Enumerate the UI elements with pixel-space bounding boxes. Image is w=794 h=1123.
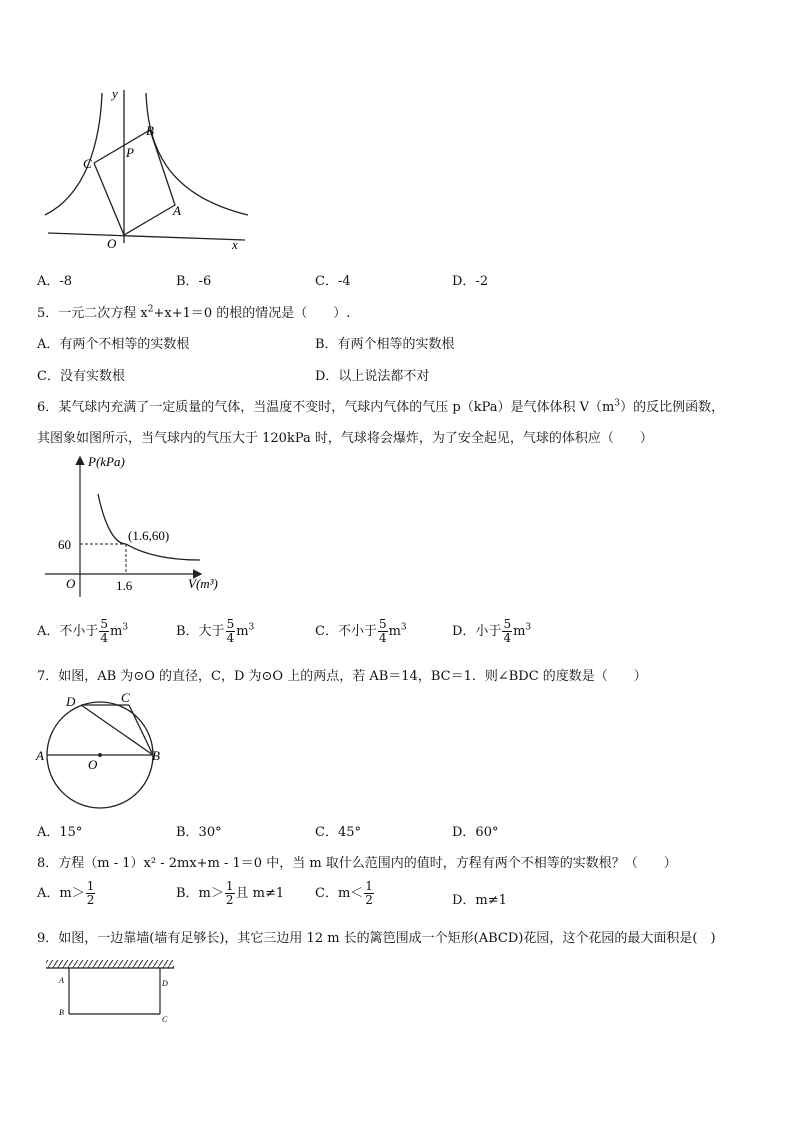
- q4-label-x: x: [232, 237, 238, 252]
- q7-center-dot: [98, 753, 102, 757]
- q9-stem: 9．如图，一边靠墙(墙有足够长)，其它三边用 12 m 长的篱笆围成一个矩形(ABCD)花园，这个花园的最大面积是( ): [37, 931, 716, 946]
- q6-line1-post: ）的反比例函数，: [620, 400, 725, 415]
- q8-option-c-frac: [364, 880, 374, 907]
- q4-option-d: D．-2: [452, 274, 489, 289]
- q5-stem-pre: 5．一元二次方程 x: [37, 306, 148, 321]
- q9-label-C: C: [162, 1015, 168, 1024]
- q6-stem-line2: 其图象如图所示，当气球内的气压大于 120kPa 时，气球将会爆炸，为了安全起见，气球的体积应（ ）: [37, 431, 653, 446]
- q8-option-a-num: 1: [86, 879, 95, 893]
- q7-chord-db: [81, 705, 153, 755]
- q6-option-a-unit: m: [110, 624, 123, 639]
- q7-option-a: A．15°: [37, 825, 83, 840]
- q4-x-axis: [48, 233, 245, 240]
- q8-option-c-den: 2: [365, 893, 373, 907]
- q6-figure: [40, 452, 240, 602]
- q8-option-b-num: 1: [225, 879, 234, 893]
- q9-label-B: B: [59, 1008, 64, 1017]
- q6-ylabel: P(kPa): [88, 454, 125, 469]
- q4-quadrilateral: [94, 130, 175, 235]
- q8-option-a-den: 2: [86, 893, 95, 907]
- q7-option-c: C．45°: [315, 825, 361, 840]
- q5-option-a: A．有两个不相等的实数根: [37, 337, 190, 352]
- q6-option-a: [37, 618, 128, 645]
- q7-figure: [35, 692, 170, 812]
- q7-label-D: D: [66, 694, 76, 709]
- q6-option-c-sup: 3: [400, 622, 407, 633]
- q6-option-b-sup: 3: [248, 622, 255, 633]
- q4-left-branch: [45, 93, 102, 215]
- q6-option-d-num: 5: [503, 617, 512, 631]
- q4-label-A: A: [173, 203, 181, 218]
- q7-stem: 7．如图，AB 为⊙O 的直径，C，D 为⊙O 上的两点，若 AB＝14，BC＝1．则∠BDC 的度数是（ ）: [37, 669, 647, 684]
- q6-option-b: [176, 618, 254, 645]
- q6-option-d-den: 4: [503, 631, 512, 645]
- q6-option-b-frac: [226, 618, 236, 645]
- q6-stem-line1: [37, 396, 724, 415]
- q5-stem-sup: 2: [147, 304, 154, 315]
- q8-option-c-pre: C．m＜: [315, 886, 364, 901]
- q6-option-d: [452, 618, 531, 645]
- q6-curve: [98, 494, 200, 560]
- q8-option-b-frac: [225, 880, 235, 907]
- q7-label-O: O: [88, 757, 98, 772]
- q9-label-A: A: [59, 976, 64, 985]
- q9-wall-hatch: [46, 960, 174, 968]
- q9-figure: [44, 958, 179, 1024]
- q9-label-D: D: [162, 979, 168, 988]
- q8-option-a: [37, 880, 96, 907]
- q8-option-b: [176, 880, 284, 907]
- q6-option-c-den: 4: [378, 631, 387, 645]
- q6-option-a-den: 4: [100, 631, 109, 645]
- q4-option-a: A．-8: [37, 274, 73, 289]
- q6-origin: O: [66, 576, 76, 591]
- q8-option-b-pre: B．m＞: [176, 886, 224, 901]
- q6-option-c-frac: [378, 618, 388, 645]
- q4-label-y: y: [112, 86, 118, 101]
- q8-option-a-frac: [86, 880, 96, 907]
- q4-label-P: P: [126, 145, 134, 160]
- q5-option-d: D．以上说法都不对: [315, 369, 430, 384]
- q8-option-c: [315, 880, 375, 907]
- q4-label-C: C: [83, 156, 92, 171]
- q6-option-d-pre: D．小于: [452, 624, 502, 639]
- q4-right-branch: [146, 93, 248, 215]
- q5-option-b: B．有两个相等的实数根: [315, 337, 455, 352]
- q6-option-b-num: 5: [226, 617, 235, 631]
- q8-option-d: D．m≠1: [452, 893, 507, 908]
- q7-label-B: B: [152, 748, 160, 763]
- q8-option-c-num: 1: [365, 879, 373, 893]
- q6-option-b-den: 4: [226, 631, 235, 645]
- q5-stem-post: +x+1＝0 的根的情况是（ ）.: [153, 306, 351, 321]
- q6-point-label: (1.6,60): [128, 528, 170, 543]
- q4-option-b: B．-6: [176, 274, 212, 289]
- q6-option-a-frac: [99, 618, 109, 645]
- q6-tick-60: 60: [58, 537, 71, 552]
- q8-option-b-post: 且 m≠1: [235, 886, 285, 901]
- q6-option-c-pre: C．不小于: [315, 624, 377, 639]
- q6-option-b-unit: m: [236, 624, 249, 639]
- q8-option-a-pre: A．m＞: [37, 886, 85, 901]
- q7-chord-cb: [129, 705, 153, 755]
- q4-figure: [40, 85, 255, 257]
- q8-stem: 8．方程（m - 1）x² - 2mx+m - 1＝0 中，当 m 取什么范围内的值时，方程有两个不相等的实数根？（ ）: [37, 856, 677, 871]
- q6-line1-sup: 3: [614, 398, 621, 409]
- q6-xlabel: V(m³): [188, 576, 218, 591]
- q6-option-a-num: 5: [100, 617, 109, 631]
- q6-option-d-sup: 3: [525, 622, 532, 633]
- q5-stem: [37, 302, 350, 321]
- q6-option-c-num: 5: [378, 617, 387, 631]
- q6-option-c-unit: m: [388, 624, 401, 639]
- q7-option-b: B．30°: [176, 825, 222, 840]
- q4-label-O: O: [107, 236, 117, 251]
- q6-option-b-pre: B．大于: [176, 624, 225, 639]
- q6-tick-1-6: 1.6: [116, 578, 133, 593]
- q7-label-A: A: [36, 748, 44, 763]
- q8-option-b-den: 2: [225, 893, 234, 907]
- q7-option-d: D．60°: [452, 825, 499, 840]
- q5-option-c: C．没有实数根: [37, 369, 125, 384]
- q6-option-c: [315, 618, 407, 645]
- q6-option-d-frac: [502, 618, 512, 645]
- q6-option-d-unit: m: [513, 624, 526, 639]
- q6-option-a-pre: A．不小于: [37, 624, 99, 639]
- q6-option-a-sup: 3: [122, 622, 129, 633]
- q6-line1-pre: 6．某气球内充满了一定质量的气体，当温度不变时，气球内气体的气压 p（kPa）是气体体积 V（m: [37, 400, 615, 415]
- q4-option-c: C．-4: [315, 274, 351, 289]
- q4-label-B: B: [146, 123, 154, 138]
- q7-label-C: C: [121, 692, 130, 705]
